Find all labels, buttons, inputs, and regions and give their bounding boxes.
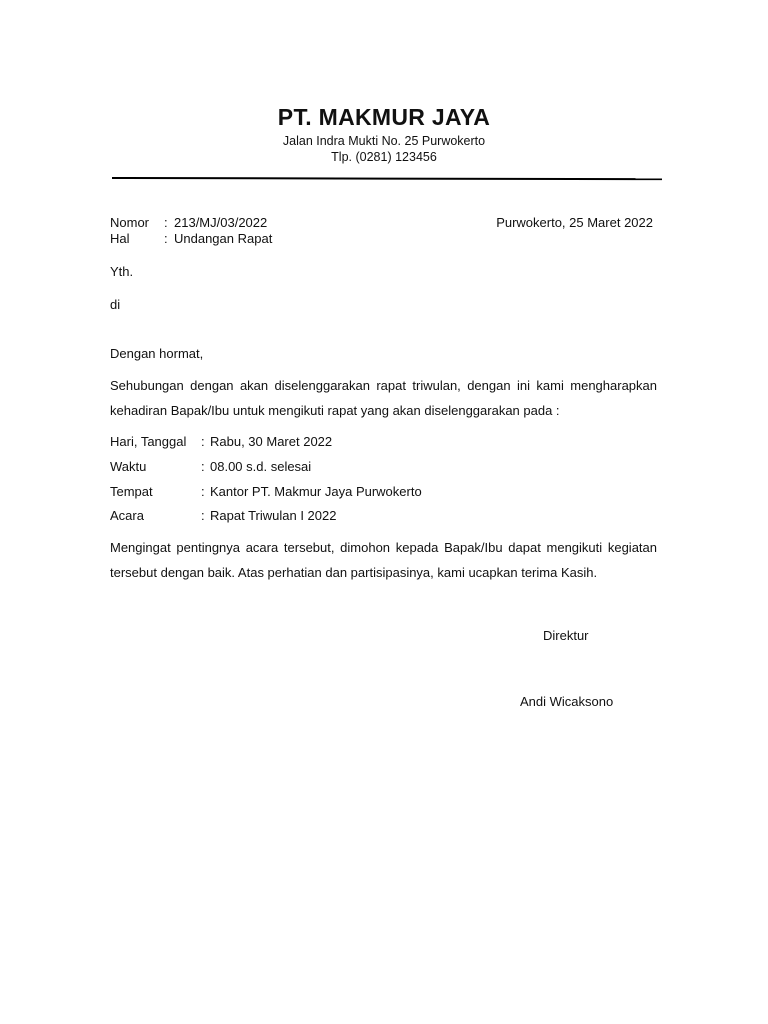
hal-colon: :	[164, 231, 168, 246]
detail-colon: :	[201, 434, 205, 449]
detail-label: Hari, Tanggal	[110, 434, 187, 449]
nomor-value: 213/MJ/03/2022	[174, 215, 268, 230]
hal-value: Undangan Rapat	[174, 231, 273, 246]
detail-colon: :	[201, 484, 205, 499]
nomor-label: Nomor	[110, 215, 150, 230]
signatory-position: Direktur	[543, 628, 589, 643]
detail-value: Kantor PT. Makmur Jaya Purwokerto	[210, 484, 422, 499]
recipient-di: di	[110, 297, 121, 312]
place-date: Purwokerto, 25 Maret 2022	[496, 215, 653, 230]
signatory-name: Andi Wicaksono	[520, 694, 614, 709]
detail-label: Acara	[110, 508, 144, 523]
company-name: PT. MAKMUR JAYA	[277, 104, 491, 130]
recipient-yth: Yth.	[110, 264, 134, 279]
letterhead-divider	[112, 177, 662, 180]
closing-paragraph: Mengingat pentingnya acara tersebut, dimohon kepada Bapak/Ibu dapat mengikuti kegiatan tersebut dengan baik. Atas perhatian dan partisipasinya, kami ucapkan terima Kasih.	[110, 540, 657, 580]
company-phone: Tlp. (0281) 123456	[331, 150, 437, 164]
hal-label: Hal	[110, 231, 130, 246]
detail-colon: :	[201, 459, 205, 474]
nomor-colon: :	[164, 215, 168, 230]
greeting: Dengan hormat,	[110, 346, 204, 361]
detail-value: Rabu, 30 Maret 2022	[210, 434, 333, 449]
detail-label: Tempat	[110, 484, 153, 499]
detail-value: 08.00 s.d. selesai	[210, 459, 312, 474]
detail-colon: :	[201, 508, 205, 523]
company-address: Jalan Indra Mukti No. 25 Purwokerto	[282, 134, 486, 148]
detail-value: Rapat Triwulan I 2022	[210, 508, 337, 523]
intro-paragraph: Sehubungan dengan akan diselenggarakan rapat triwulan, dengan ini kami mengharapkan kehadiran Bapak/Ibu untuk mengikuti rapat yang akan diselenggarakan pada :	[110, 378, 657, 418]
detail-label: Waktu	[110, 459, 147, 474]
